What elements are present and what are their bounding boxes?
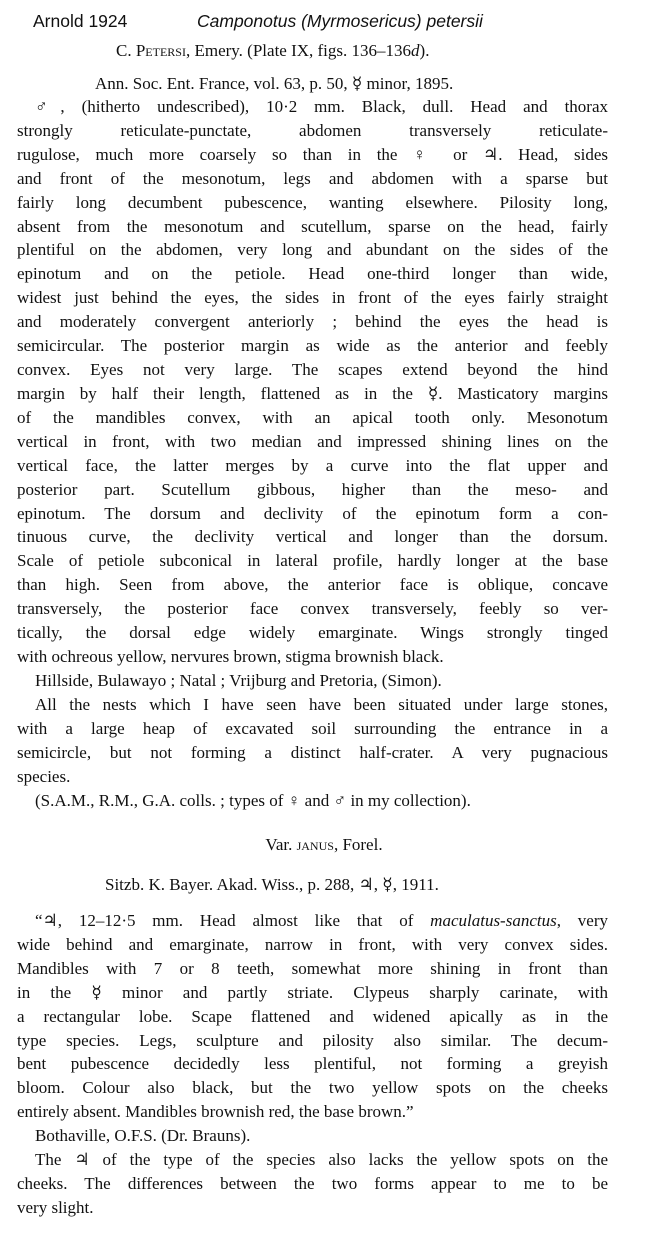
quote-line: type species. Legs, sculpture and pilosity also similar. The decum- [17,1031,608,1050]
species-title [116,41,429,61]
description-line: absent from the mesonotum and scutellum, sparse on the head, fairly [17,217,608,236]
running-header-author-year: Arnold 1924 [33,11,128,31]
description-line: margin by half their length, flattened as in the ☿. Masticatory margins [17,384,608,403]
collections-line: (S.A.M., R.M., G.A. colls. ; types of ♀ and ♂ in my collection). [35,791,471,810]
description-line: with ochreous yellow, nervures brown, stigma brownish black. [17,647,444,666]
reference-forel: Sitzb. K. Bayer. Akad. Wiss., p. 288, ♃, ☿, 1911. [105,875,439,894]
description-line: vertical in front, with two median and impressed shining lines on the [17,432,608,451]
title-species-name: Petersi [135,41,186,60]
description-line: and front of the mesonotum, legs and abdomen with a sparse but [17,169,608,188]
variety-author: , Forel. [333,835,383,854]
nests-line: semicircle, but not forming a distinct half-crater. A very pugnacious [17,743,608,762]
title-initial: C. [116,41,136,60]
quote-text: , very [556,911,608,930]
final-remark-line: The ♃ of the type of the species also lacks the yellow spots on the [35,1150,608,1169]
variety-prefix: Var. [265,835,297,854]
nests-line: All the nests which I have seen have been situated under large stones, [35,695,608,714]
quote-line: bent pubescence decidedly less plentiful, not forming a greyish [17,1054,608,1073]
description-line: ♂, (hitherto undescribed), 10·2 mm. Black, dull. Head and thorax [35,97,608,116]
description-line: epinotum and on the petiole. Head one-third longer than wide, [17,264,608,283]
quote-line: bloom. Colour also black, but the two yellow spots on the cheeks [17,1078,608,1097]
quote-line: in the ☿ minor and partly striate. Clypeus sharply carinate, with [17,983,608,1002]
description-line: posterior part. Scutellum gibbous, higher than the meso- and [17,480,608,499]
locality-line: Hillside, Bulawayo ; Natal ; Vrijburg and Pretoria, (Simon). [35,671,442,690]
nests-line: with a large heap of excavated soil surrounding the entrance in a [17,719,608,738]
description-line: epinotum. The dorsum and declivity of the epinotum form a con- [17,504,608,523]
description-line: and moderately convergent anteriorly ; behind the eyes the head is [17,312,608,331]
quote-line: a rectangular lobe. Scape flattened and widened apically as in the [17,1007,608,1026]
final-remark-line: very slight. [17,1198,94,1217]
nests-line: species. [17,767,71,786]
quote-line [35,911,608,931]
description-line: vertical face, the latter merges by a curve into the flat upper and [17,456,608,475]
title-fig-suffix: d [411,41,420,60]
final-remark-line: cheeks. The differences between the two forms appear to me to be [17,1174,608,1193]
locality-line: Bothaville, O.F.S. (Dr. Brauns). [35,1126,251,1145]
quote-line: wide behind and emarginate, narrow in front, with very convex sides. [17,935,608,954]
reference-emery: Ann. Soc. Ent. France, vol. 63, p. 50, ☿ minor, 1895. [95,74,454,93]
description-line: than high. Seen from above, the anterior face is oblique, concave [17,575,608,594]
description-line: tinuous curve, the declivity vertical and longer than the dorsum. [17,527,608,546]
title-end: ). [419,41,430,60]
description-line: semicircular. The posterior margin as wide as the anterior and feebly [17,336,608,355]
variety-name: janus [296,835,334,854]
description-line: tically, the dorsal edge widely emarginate. Wings strongly tinged [17,623,608,642]
description-line: rugulose, much more coarsely so than in the ♀ or ♃. Head, sides [17,145,608,164]
description-line: plentiful on the abdomen, very long and abundant on the sides of the [17,240,608,259]
title-plate-ref: , Emery. (Plate IX, figs. 136–136 [185,41,412,60]
quote-text: “♃, 12–12·5 mm. Head almost like that of [35,911,431,930]
description-line: convex. Eyes not very large. The scapes extend beyond the hind [17,360,608,379]
quote-species-italic: maculatus-sanctus [430,911,557,930]
running-header-species: Camponotus (Myrmosericus) petersii [197,11,483,31]
description-line: Scale of petiole subconical in lateral profile, hardly longer at the base [17,551,608,570]
description-line: transversely, the posterior face convex transversely, feebly so ver- [17,599,608,618]
variety-heading [0,835,648,855]
quote-line: entirely absent. Mandibles brownish red, the base brown.” [17,1102,414,1121]
description-line: widest just behind the eyes, the sides in front of the eyes fairly straight [17,288,608,307]
description-line: of the mandibles convex, with an apical tooth only. Mesonotum [17,408,608,427]
description-line: strongly reticulate-punctate, abdomen transversely reticulate- [17,121,608,140]
description-line: fairly long decumbent pubescence, wanting elsewhere. Pilosity long, [17,193,608,212]
quote-line: Mandibles with 7 or 8 teeth, somewhat more shining in front than [17,959,608,978]
